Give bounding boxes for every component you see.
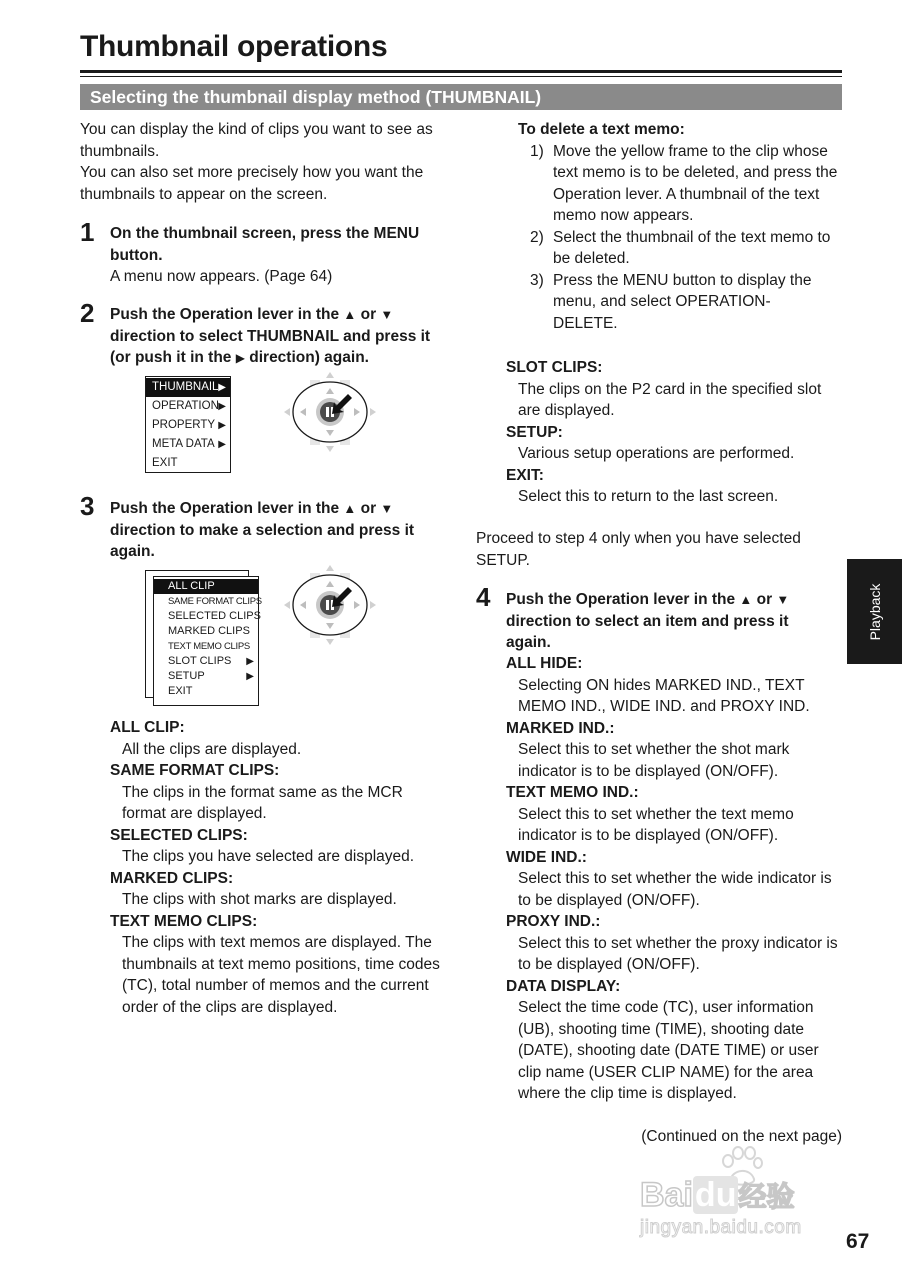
intro-line-2: You can also set more precisely how you want the thumbnails to appear on the screen. <box>80 164 424 203</box>
menu-item-thumbnail[interactable] <box>146 378 230 397</box>
right-arrow-icon: ▶ <box>235 351 245 365</box>
def-term: ALL CLIP: <box>110 719 185 736</box>
operation-lever-icon <box>280 561 380 649</box>
menu-item-label: SLOT CLIPS <box>168 655 232 667</box>
def-term: WIDE IND.: <box>506 848 587 866</box>
step-3-or: or <box>356 500 381 517</box>
step-2-text-b: direction to select THUMBNAIL and press it (or push it in the <box>110 327 431 366</box>
intro-line-1: You can display the kind of clips you want to see as thumbnails. <box>80 121 433 160</box>
menu-item-exit[interactable] <box>154 684 258 699</box>
def-term: MARKED IND.: <box>506 719 615 737</box>
down-arrow-icon: ▼ <box>380 501 394 516</box>
step-3-number: 3 <box>80 491 95 521</box>
delete-text-memo <box>518 119 846 334</box>
up-arrow-icon: ▲ <box>739 592 753 607</box>
step-2-number: 2 <box>80 298 95 328</box>
def-term: TEXT MEMO CLIPS: <box>110 912 258 930</box>
title-rule-thin <box>80 76 842 77</box>
def-desc: The clips with text memos are displayed. The thumbnails at text memo positions, time codes (TC), total number of memos and the current order of the clips are displayed. <box>122 934 440 1016</box>
def-desc: Selecting ON hides MARKED IND., TEXT MEMO IND., WIDE IND. and PROXY IND. <box>518 676 810 715</box>
step-1 <box>110 223 450 288</box>
up-arrow-icon: ▲ <box>343 501 357 516</box>
submenu-arrow-icon: ▶ <box>246 671 254 682</box>
def-term: MARKED CLIPS: <box>110 869 234 887</box>
list-text: Press the MENU button to display the menu, and select OPERATION-DELETE. <box>553 271 812 332</box>
chapter-tab-label: Playback <box>866 583 883 640</box>
def-desc: Select this to set whether the proxy indicator is to be displayed (ON/OFF). <box>518 934 838 973</box>
def-term: SAME FORMAT CLIPS: <box>110 762 280 779</box>
list-item <box>530 227 846 270</box>
def-term: SELECTED CLIPS: <box>110 826 248 844</box>
watermark <box>640 1145 850 1245</box>
def-desc: Various setup operations are performed. <box>518 445 795 462</box>
menu-item-selected-clips[interactable] <box>154 609 261 624</box>
chapter-tab <box>847 559 902 664</box>
menu-item-operation[interactable] <box>146 397 230 416</box>
def-term: TEXT MEMO IND.: <box>506 784 639 801</box>
proceed-note: Proceed to step 4 only when you have selected SETUP. <box>476 530 801 569</box>
delete-memo-heading: To delete a text memo: <box>518 121 685 138</box>
menu-item-label: EXIT <box>168 685 193 697</box>
step-3-instruction <box>110 498 450 563</box>
menu-item-all-clip[interactable] <box>154 579 258 594</box>
list-number: 1) <box>530 142 544 160</box>
list-number: 3) <box>530 271 544 289</box>
list-text: Move the yellow frame to the clip whose text memo is to be deleted, and press the Operation lever. A thumbnail of the text memo now appears. <box>553 142 838 224</box>
step-3-text-a: Push the Operation lever in the <box>110 500 344 517</box>
def-term: SETUP: <box>506 423 563 441</box>
menu-item-label: OPERATION <box>152 400 219 412</box>
page-title: Thumbnail operations <box>80 30 388 63</box>
submenu-arrow-icon: ▶ <box>218 401 226 412</box>
list-item <box>530 270 846 335</box>
step-3-text-b: direction to make a selection and press it again. <box>110 521 415 560</box>
step-1-instruction: On the thumbnail screen, press the MENU button. <box>110 225 420 264</box>
def-desc: The clips in the format same as the MCR format are displayed. <box>122 783 403 822</box>
menu-item-label: ALL CLIP <box>168 580 215 592</box>
menu-item-label: MARKED CLIPS <box>168 625 250 637</box>
clip-type-definitions <box>110 717 445 1018</box>
def-desc: Select this to set whether the wide indicator is to be displayed (ON/OFF). <box>518 870 832 909</box>
step-4-text-a: Push the Operation lever in the <box>506 591 740 608</box>
def-term: ALL HIDE: <box>506 655 583 672</box>
menu-item-label: EXIT <box>152 457 178 469</box>
def-desc: The clips you have selected are displayed. <box>122 848 415 865</box>
intro-text <box>80 119 452 205</box>
step-4-number: 4 <box>476 582 491 612</box>
menu-item-property[interactable] <box>146 416 230 435</box>
setup-item-definitions <box>506 653 840 1105</box>
list-text: Select the thumbnail of the text memo to be deleted. <box>553 228 831 267</box>
section-heading: Selecting the thumbnail display method (THUMBNAIL) <box>80 84 842 110</box>
def-desc: Select the time code (TC), user information (UB), shooting time (TIME), shooting date (DATE), shooting date (DATE TIME) or user clip name (USER CLIP NAME) for the area where the clip time is displayed. <box>518 999 819 1102</box>
menu-item-text-memo-clips[interactable] <box>154 639 258 654</box>
step-1-number: 1 <box>80 217 95 247</box>
step-2-text-a: Push the Operation lever in the <box>110 306 344 323</box>
step-1-result: A menu now appears. (Page 64) <box>110 268 333 285</box>
def-desc: The clips with shot marks are displayed. <box>122 891 397 908</box>
menu-item-label: THUMBNAIL <box>152 381 219 393</box>
operation-lever-icon <box>280 368 380 456</box>
thumbnail-menu <box>145 376 231 473</box>
page-number: 67 <box>846 1230 870 1253</box>
def-term: DATA DISPLAY: <box>506 977 621 995</box>
def-desc: Select this to set whether the text memo indicator is to be displayed (ON/OFF). <box>518 805 794 844</box>
list-number: 2) <box>530 228 544 246</box>
menu-item-label: TEXT MEMO CLIPS <box>168 641 250 652</box>
step-2-instruction <box>110 304 455 370</box>
list-item <box>530 141 846 227</box>
menu-item-same-format-clips[interactable] <box>154 594 262 609</box>
down-arrow-icon: ▼ <box>380 307 394 322</box>
step-4-text-b: direction to select an item and press it again. <box>506 612 789 651</box>
thumbnail-submenu <box>153 576 262 706</box>
menu-item-label: META DATA <box>152 438 215 450</box>
def-desc: The clips on the P2 card in the specified slot are displayed. <box>518 380 822 419</box>
def-desc: Select this to set whether the shot mark indicator is to be displayed (ON/OFF). <box>518 741 790 780</box>
menu-item-label: PROPERTY <box>152 419 216 431</box>
up-arrow-icon: ▲ <box>343 307 357 322</box>
watermark-brand <box>640 1175 794 1215</box>
watermark-url: jingyan.baidu.com <box>640 1217 802 1238</box>
menu-item-label: SETUP <box>168 670 205 682</box>
menu-item-marked-clips[interactable] <box>154 624 258 639</box>
watermark-brand-a: Bai <box>640 1176 693 1214</box>
def-term: SLOT CLIPS: <box>506 359 603 376</box>
menu-option-definitions <box>506 357 842 508</box>
menu-item-label: SELECTED CLIPS <box>168 610 261 622</box>
down-arrow-icon: ▼ <box>776 592 790 607</box>
watermark-brand-b: du <box>694 1176 737 1214</box>
step-4-or: or <box>752 591 777 608</box>
submenu-arrow-icon: ▶ <box>218 382 226 393</box>
submenu-arrow-icon: ▶ <box>218 420 226 431</box>
def-desc: Select this to return to the last screen. <box>518 488 779 505</box>
watermark-brand-cn: 经验 <box>738 1181 795 1212</box>
menu-item-slot-clips[interactable] <box>154 654 258 669</box>
def-term: PROXY IND.: <box>506 913 601 930</box>
submenu-arrow-icon: ▶ <box>246 656 254 667</box>
delete-memo-steps <box>530 141 846 335</box>
def-desc: All the clips are displayed. <box>122 740 302 758</box>
title-rule-thick <box>80 70 842 73</box>
step-2-text-c: direction) again. <box>244 349 369 366</box>
menu-item-exit[interactable] <box>146 454 230 473</box>
menu-item-meta-data[interactable] <box>146 435 230 454</box>
step-2-or: or <box>356 306 381 323</box>
step-4-instruction <box>506 589 816 654</box>
menu-item-label: SAME FORMAT CLIPS <box>168 596 262 607</box>
continued-note: (Continued on the next page) <box>641 1128 842 1145</box>
def-term: EXIT: <box>506 466 544 484</box>
submenu-arrow-icon: ▶ <box>218 439 226 450</box>
menu-item-setup[interactable] <box>154 669 258 684</box>
